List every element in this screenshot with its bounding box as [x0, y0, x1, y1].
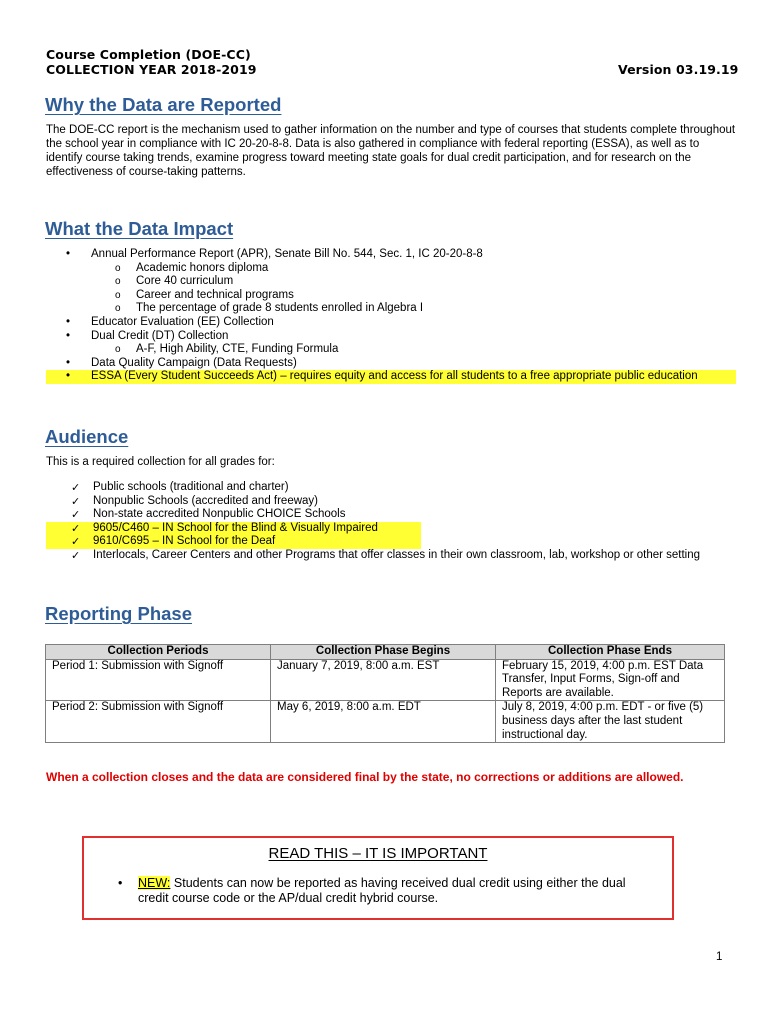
table-cell: Period 2: Submission with Signoff — [46, 701, 271, 743]
impact-item-text: Educator Evaluation (EE) Collection — [91, 315, 274, 328]
bullet-icon: • — [118, 876, 123, 890]
impact-list-item — [46, 357, 736, 371]
important-notice-box — [82, 836, 674, 920]
page-number: 1 — [716, 951, 723, 963]
table-header-row — [46, 645, 725, 660]
impact-item-text: ESSA (Every Student Succeeds Act) – requires equity and access for all students to a free appropriate public education — [91, 370, 698, 383]
audience-item-text: Nonpublic Schools (accredited and freeway) — [93, 494, 319, 507]
table-row — [46, 659, 725, 701]
table-row — [46, 701, 725, 743]
heading-impact: What the Data Impact — [45, 218, 234, 239]
new-label: NEW: — [138, 876, 171, 890]
impact-item-text: Career and technical programs — [136, 288, 294, 301]
why-paragraph: The DOE-CC report is the mechanism used to gather information on the number and type of courses that students complete throughout the school year in compliance with IC 20-20-8-8. Data is also gathered in compliance with federal reporting (ESSA), as well as to identify course taking trends, examine progress toward meeting state goals for dual credit participation, and for research on the effectiveness of course-taking patterns. — [46, 124, 736, 178]
important-notice-title: READ THIS – IT IS IMPORTANT — [268, 845, 488, 862]
audience-list-item — [46, 522, 421, 536]
heading-audience: Audience — [45, 426, 129, 447]
impact-list-item — [46, 302, 736, 316]
impact-list-item — [46, 275, 736, 289]
impact-item-text: Core 40 curriculum — [136, 275, 234, 288]
impact-item-text: Dual Credit (DT) Collection — [91, 329, 229, 342]
final-data-warning: When a collection closes and the data are considered final by the state, no corrections or additions are allowed. — [46, 770, 684, 784]
table-cell: February 15, 2019, 4:00 p.m. EST Data Transfer, Input Forms, Sign-off and Reports are available. — [496, 659, 725, 701]
table-cell: January 7, 2019, 8:00 a.m. EST — [271, 659, 496, 701]
heading-why: Why the Data are Reported — [45, 94, 282, 115]
impact-list — [46, 248, 736, 384]
column-header: Collection Phase Begins — [271, 645, 496, 660]
audience-list-item — [46, 535, 421, 549]
audience-list-item — [46, 495, 700, 509]
impact-list-item — [46, 370, 736, 384]
impact-item-text: Annual Performance Report (APR), Senate Bill No. 544, Sec. 1, IC 20-20-8-8 — [91, 248, 483, 260]
impact-list-item — [46, 289, 736, 303]
impact-item-text: Academic honors diploma — [136, 261, 269, 274]
audience-list-item — [46, 508, 700, 522]
impact-list-item — [46, 316, 736, 330]
audience-item-text: 9610/C695 – IN School for the Deaf — [93, 535, 276, 548]
audience-list-item — [46, 549, 700, 563]
impact-list-item — [46, 330, 736, 344]
impact-list-item — [46, 343, 736, 357]
column-header: Collection Phase Ends — [496, 645, 725, 660]
impact-item-text: A-F, High Ability, CTE, Funding Formula — [136, 343, 339, 356]
column-header: Collection Periods — [46, 645, 271, 660]
impact-item-text: Data Quality Campaign (Data Requests) — [91, 356, 297, 369]
important-notice-item — [118, 876, 648, 906]
audience-item-text: Non-state accredited Nonpublic CHOICE Schools — [93, 508, 346, 521]
table-cell: July 8, 2019, 4:00 p.m. EDT - or five (5) business days after the last student instructional day. — [496, 701, 725, 743]
audience-item-text: Interlocals, Career Centers and other Programs that offer classes in their own classroom, lab, workshop or other setting — [93, 548, 701, 561]
audience-item-text: Public schools (traditional and charter) — [93, 481, 289, 493]
impact-list-item — [46, 262, 736, 276]
heading-reporting: Reporting Phase — [45, 603, 192, 624]
document-title: Course Completion (DOE-CC) — [46, 47, 251, 62]
reporting-table — [45, 644, 725, 743]
audience-intro: This is a required collection for all grades for: — [46, 456, 275, 468]
audience-list — [46, 481, 700, 563]
table-cell: Period 1: Submission with Signoff — [46, 659, 271, 701]
new-notice-text: Students can now be reported as having received dual credit using either the dual credit course code or the AP/dual credit hybrid course. — [138, 876, 626, 905]
impact-item-text: The percentage of grade 8 students enrolled in Algebra I — [136, 302, 424, 315]
collection-year: COLLECTION YEAR 2018-2019 — [46, 62, 257, 77]
audience-item-text: 9605/C460 – IN School for the Blind & Visually Impaired — [93, 521, 378, 534]
version-label: Version 03.19.19 — [618, 62, 739, 77]
audience-list-item — [46, 481, 700, 495]
table-cell: May 6, 2019, 8:00 a.m. EDT — [271, 701, 496, 743]
impact-list-item — [46, 248, 736, 262]
